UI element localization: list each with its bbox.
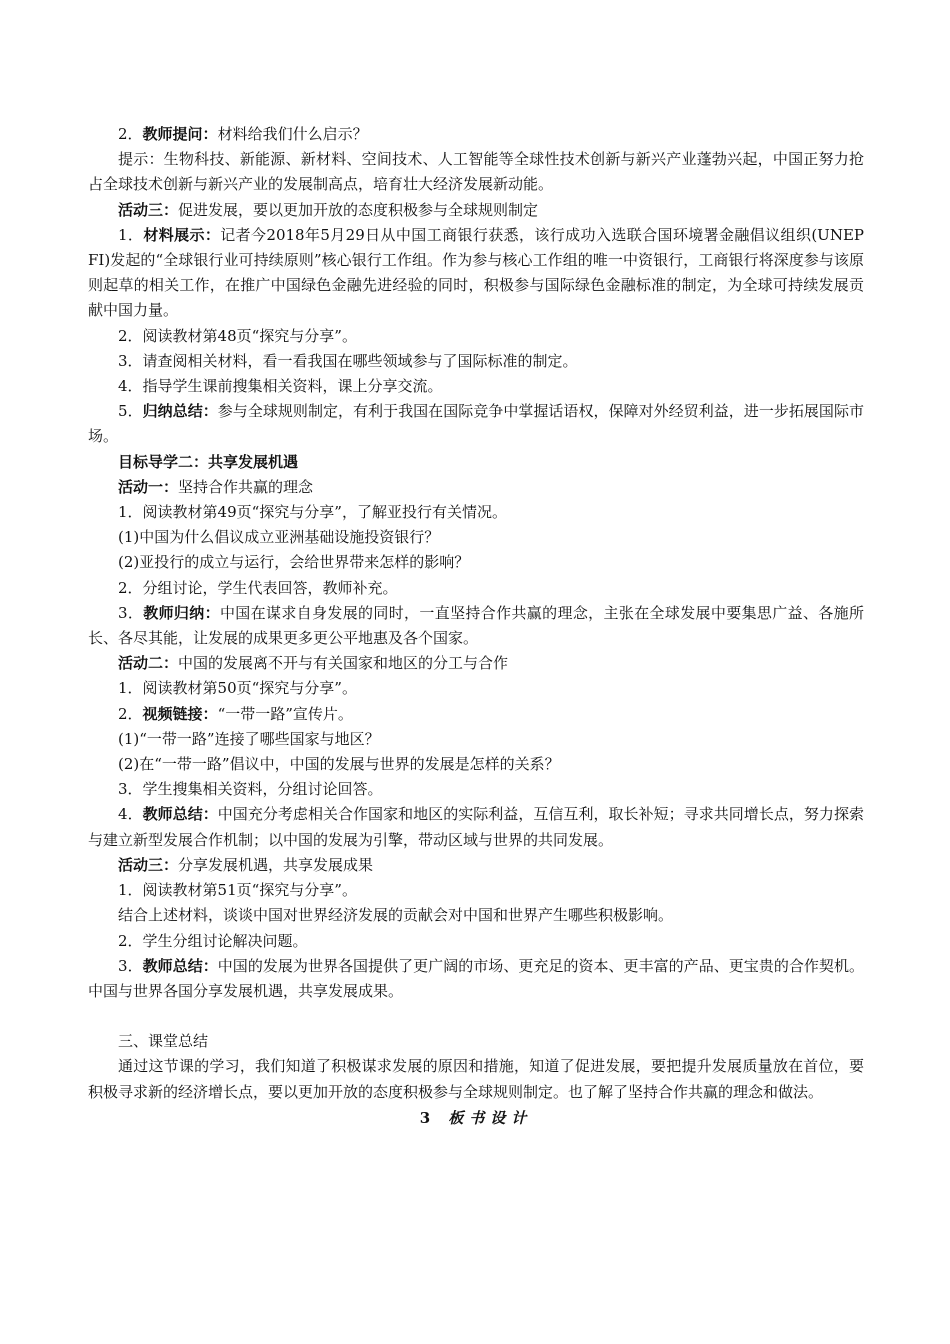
paragraph-label: 活动三： [118, 855, 179, 874]
paragraph-text: 中国的发展为世界各国提供了更广阔的市场、更充足的资本、更丰富的产品、更宝贵的合作契机。中国与世界各国分享发展机遇，共享发展成果。 [88, 956, 864, 1000]
paragraph [88, 349, 864, 374]
paragraph [88, 954, 864, 1004]
section-heading [88, 1106, 864, 1131]
paragraph [88, 878, 864, 903]
paragraph-text: 阅读教材第48页“探究与分享”。 [142, 326, 357, 345]
paragraph-text: 材料给我们什么启示？ [217, 125, 368, 143]
paragraph-num: 1． [118, 679, 143, 698]
document-page [88, 122, 864, 1131]
paragraph-num: 1． [118, 881, 143, 900]
paragraph-text: 结合上述材料，谈谈中国对世界经济发展的贡献会对中国和世界产生哪些积极影响。 [118, 906, 674, 925]
paragraph [88, 147, 864, 197]
paragraph-num: 2． [118, 578, 143, 597]
paragraph-text: 分组讨论，学生代表回答，教师补充。 [142, 578, 398, 597]
paragraph-text: 学生分组讨论解决问题。 [142, 931, 308, 950]
paragraph-text: 指导学生课前搜集相关资料，课上分享交流。 [142, 377, 443, 396]
paragraph [88, 903, 864, 928]
paragraph-text: 中国充分考虑相关合作国家和地区的实际利益，互信互利，取长补短；寻求共同增长点，努力探索与建立新型发展合作机制；以中国的发展为引擎，带动区域与世界的共同发展。 [88, 805, 864, 849]
paragraph-label: 材料展示： [143, 225, 221, 244]
paragraph-label: 教师归纳： [143, 603, 220, 622]
paragraph-label: 教师提问： [142, 125, 218, 143]
paragraph-text: 阅读教材第51页“探究与分享”。 [142, 881, 357, 900]
paragraph [88, 399, 864, 449]
paragraph [88, 122, 864, 147]
paragraph-label: 活动三： [118, 200, 179, 219]
paragraph-text: 促进发展，要以更加开放的态度积极参与全球规则制定 [178, 200, 539, 219]
paragraph-num: 2． [118, 125, 143, 143]
paragraph-label: 活动一： [118, 477, 179, 496]
paragraph [88, 550, 864, 575]
paragraph-text: 阅读教材第50页“探究与分享”。 [142, 679, 357, 698]
paragraph-text: “一带一路”宣传片。 [217, 704, 353, 723]
paragraph [88, 929, 864, 954]
paragraph [88, 223, 864, 324]
paragraph-text: 阅读教材第49页“探究与分享”，了解亚投行有关情况。 [142, 503, 507, 522]
spacer [88, 1004, 864, 1029]
paragraph-text: (1)“一带一路”连接了哪些国家与地区？ [118, 729, 380, 748]
paragraph-text: 中国的发展离不开与有关国家和地区的分工与合作 [178, 654, 509, 673]
paragraph-num: 4． [118, 805, 143, 824]
paragraph-num: 2． [118, 931, 143, 950]
paragraph-num: 2． [118, 326, 143, 345]
paragraph-num: 3． [118, 780, 143, 799]
paragraph-label: 教师总结： [142, 805, 218, 824]
paragraph-num: 5． [118, 402, 143, 421]
paragraph-num: 3． [118, 603, 144, 622]
paragraph-text: 学生搜集相关资料，分组讨论回答。 [142, 780, 383, 799]
paragraph [88, 702, 864, 727]
paragraph [88, 525, 864, 550]
paragraph-label: 目标导学二：共享发展机遇 [118, 452, 299, 471]
section-number: 3 [419, 1108, 431, 1127]
paragraph-label: 活动二： [118, 654, 179, 673]
paragraph [88, 853, 864, 878]
paragraph [88, 601, 864, 651]
paragraph [88, 651, 864, 676]
paragraph-text: (1)中国为什么倡议成立亚洲基础设施投资银行？ [118, 528, 440, 547]
paragraph-num: 1． [118, 503, 143, 522]
paragraph [88, 676, 864, 701]
paragraph-text: 坚持合作共赢的理念 [178, 477, 314, 496]
paragraph-text: 提示：生物科技、新能源、新材料、空间技术、人工智能等全球性技术创新与新兴产业蓬勃兴起，中国正努力抢占全球技术创新与新兴产业的发展制高点，培育壮大经济发展新动能。 [88, 150, 864, 194]
paragraph-text: (2)在“一带一路”倡议中，中国的发展与世界的发展是怎样的关系？ [118, 755, 560, 774]
paragraph [88, 777, 864, 802]
paragraph [88, 450, 864, 475]
paragraph-text: 中国在谋求自身发展的同时，一直坚持合作共赢的理念，主张在全球发展中要集思广益、各施所长、各尽其能，让发展的成果更多更公平地惠及各个国家。 [88, 603, 864, 648]
section-title: 板书设计 [448, 1108, 533, 1127]
paragraph [88, 752, 864, 777]
summary-heading: 三、课堂总结 [118, 1032, 209, 1051]
paragraph-num: 3． [118, 956, 143, 975]
paragraph-text: 请查阅相关材料，看一看我国在哪些领域参与了国际标准的制定。 [142, 351, 578, 370]
paragraph-num: 4． [118, 377, 143, 396]
paragraph-num: 3． [118, 351, 143, 370]
paragraph-text: 分享发展机遇，共享发展成果 [178, 855, 374, 874]
paragraph-text: 记者今2018年5月29日从中国工商银行获悉，该行成功入选联合国环境署金融倡议组织(UNEP FI)发起的“全球银行业可持续原则”核心银行工作组。作为参与核心工作组的唯一中资银行，工商银行将深度参与该原则起草的相关工作，在推广中国绿色金融先进经验的同时，积极参与国际绿色金融标准的制定，为全球可持续发展贡献中国力量。 [88, 225, 864, 320]
paragraph [88, 727, 864, 752]
lesson-body [88, 122, 864, 1004]
paragraph-label: 归纳总结： [142, 402, 218, 421]
paragraph [88, 374, 864, 399]
paragraph [88, 475, 864, 500]
paragraph [88, 802, 864, 852]
summary-text: 通过这节课的学习，我们知道了积极谋求发展的原因和措施，知道了促进发展，要把提升发展质量放在首位，要积极寻求新的经济增长点，要以更加开放的态度积极参与全球规则制定。也了解了坚持合作共赢的理念和做法。 [88, 1057, 864, 1101]
paragraph-label: 视频链接： [142, 704, 218, 723]
paragraph [88, 500, 864, 525]
paragraph-text: (2)亚投行的成立与运行，会给世界带来怎样的影响？ [118, 553, 470, 572]
paragraph-num: 2． [118, 704, 143, 723]
paragraph-label: 教师总结： [142, 956, 218, 975]
paragraph [88, 576, 864, 601]
paragraph [88, 198, 864, 223]
paragraph [88, 324, 864, 349]
paragraph-text: 参与全球规则制定，有利于我国在国际竞争中掌握话语权，保障对外经贸利益，进一步拓展国际市场。 [88, 402, 864, 446]
paragraph-num: 1． [118, 225, 144, 244]
